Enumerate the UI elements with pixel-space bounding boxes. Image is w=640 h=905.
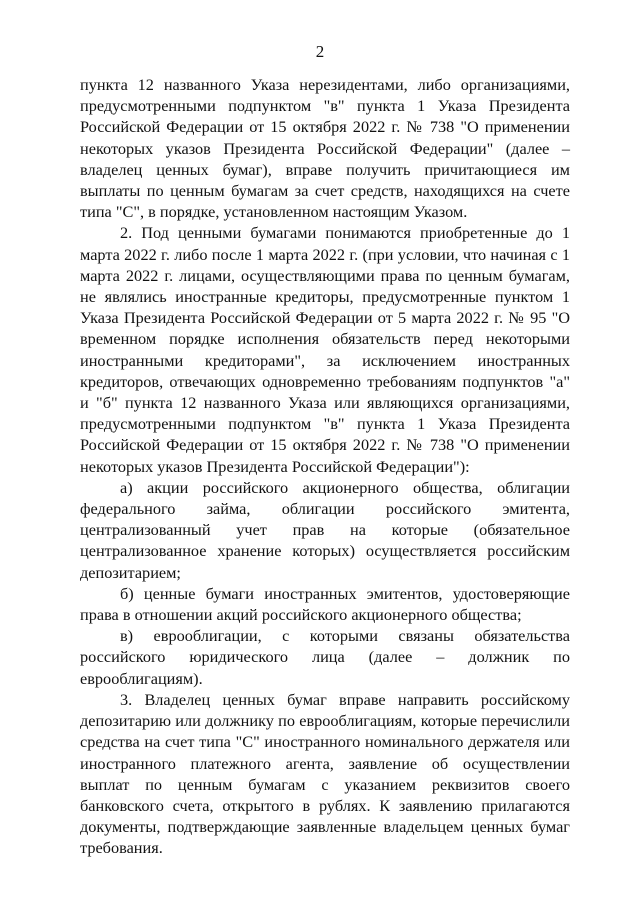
paragraph-item-2: 2. Под ценными бумагами понимаются приобретенные до 1 марта 2022 г. либо после 1 марта 2022 г. (при условии, что начиная с 1 марта 2022 г. лицами, осуществляющими права по ценным бумагам, не являлись иностранные кредиторы, предусмотренные пунктом 1 Указа Президента Российской Федерации от 5 марта 2022 г. № 95 "О временном порядке исполнения обязательств перед некоторыми иностранными кредиторами", за исключением иностранных кредиторов, отвечающих одновременно требованиям подпунктов "а" и "б" пункта 12 названного Указа или являющихся организациями, предусмотренными подпунктом "в" пункта 1 Указа Президента Российской Федерации от 15 октября 2022 г. № 738 "О применении некоторых указов Президента Российской Федерации"): <box>80 223 570 476</box>
paragraph-subitem-b: б) ценные бумаги иностранных эмитентов, удостоверяющие права в отношении акций российского акционерного общества; <box>80 583 570 625</box>
paragraph-subitem-v: в) еврооблигации, с которыми связаны обязательства российского юридического лица (далее – должник по еврооблигациям). <box>80 626 570 688</box>
paragraph-continuation: пункта 12 названного Указа нерезидентами, либо организациями, предусмотренными подпунктом "в" пункта 1 Указа Президента Российской Федерации от 15 октября 2022 г. № 738 "О применении некоторых указов Президента Российской Федерации" (далее – владелец ценных бумаг), вправе получить причитающиеся им выплаты по ценным бумагам за счет средств, находящихся на счете типа "С", в порядке, установленном настоящим Указом. <box>80 75 570 222</box>
paragraph-subitem-a: а) акции российского акционерного общества, облигации федерального займа, облигации российского эмитента, централизованный учет прав на которые (обязательное централизованное хранение которых) осуществляется российским депозитарием; <box>80 477 570 582</box>
page-number: 2 <box>315 42 325 61</box>
document-body <box>80 74 570 859</box>
paragraph-item-3: 3. Владелец ценных бумаг вправе направить российскому депозитарию или должнику по еврооблигациям, которые перечислили средства на счет типа "С" иностранного номинального держателя или иностранного платежного агента, заявление об осуществлении выплат по ценным бумагам с указанием реквизитов своего банковского счета, открытого в рублях. К заявлению прилагаются документы, подтверждающие заявленные владельцем ценных бумаг требования. <box>80 689 570 858</box>
